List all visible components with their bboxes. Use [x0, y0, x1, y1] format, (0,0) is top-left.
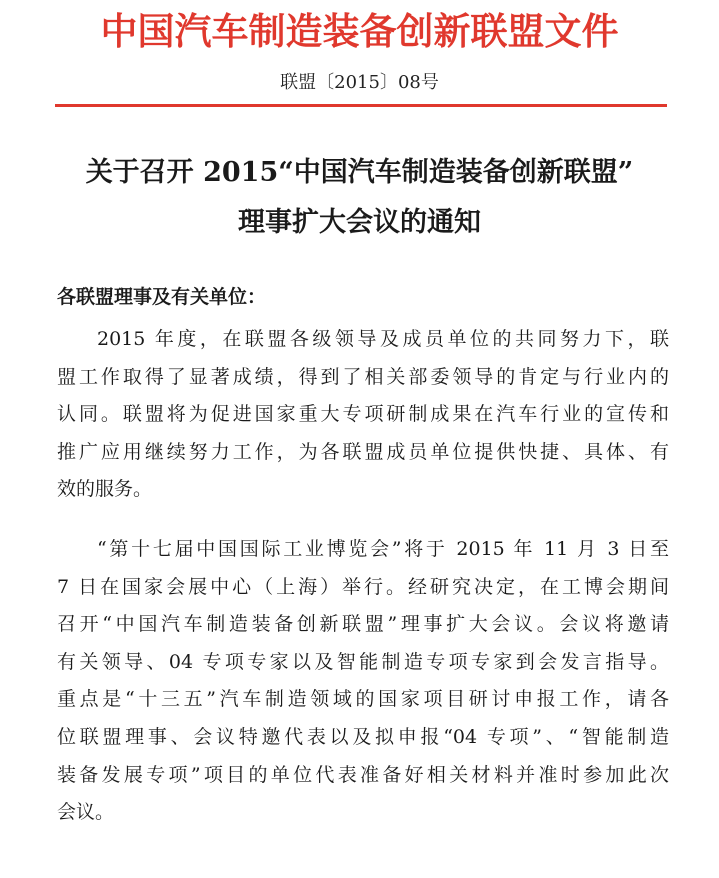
issuing-organization-title: 中国汽车制造装备创新联盟文件: [100, 9, 619, 53]
paragraph-line: “第十七届中国国际工业博览会”将于 2015 年 11 月 3 日至: [97, 538, 669, 560]
paragraph-line: 效的服务。: [57, 478, 153, 501]
paragraph-line: 认同。联盟将为促进国家重大专项研制成果在汽车行业的宣传和: [57, 403, 669, 426]
body-paragraph-1: [57, 321, 669, 509]
paragraph-line: 盟工作取得了显著成绩，得到了相关部委领导的肯定与行业内的: [57, 365, 669, 388]
notice-title-line-1: 关于召开 2015“中国汽车制造装备创新联盟”: [85, 157, 634, 188]
paragraph-line: 位联盟理事、会议特邀代表以及拟申报“04 专项”、“智能制造: [57, 725, 669, 748]
notice-title-line-2: 理事扩大会议的通知: [238, 207, 481, 238]
salutation: 各联盟理事及有关单位：: [57, 286, 267, 308]
paragraph-line: 会议。: [57, 801, 115, 824]
paragraph-line: 推广应用继续努力工作，为各联盟成员单位提供快捷、具体、有: [57, 440, 669, 463]
paragraph-line: 7 日在国家会展中心（上海）举行。经研究决定，在工博会期间: [57, 575, 669, 598]
document-number: 联盟〔2015〕08号: [280, 72, 439, 93]
red-header-rule: [55, 104, 667, 107]
paragraph-line: 2015 年度，在联盟各级领导及成员单位的共同努力下，联: [97, 328, 669, 350]
paragraph-line: 装备发展专项”项目的单位代表准备好相关材料并准时参加此次: [57, 763, 669, 786]
paragraph-line: 有关领导、04 专项专家以及智能制造专项专家到会发言指导。: [57, 650, 669, 673]
paragraph-line: 重点是“十三五”汽车制造领域的国家项目研讨申报工作，请各: [57, 688, 669, 711]
notice-title: [0, 148, 719, 248]
body-paragraph-2: [57, 531, 669, 832]
paragraph-line: 召开“中国汽车制造装备创新联盟”理事扩大会议。会议将邀请: [57, 613, 669, 636]
